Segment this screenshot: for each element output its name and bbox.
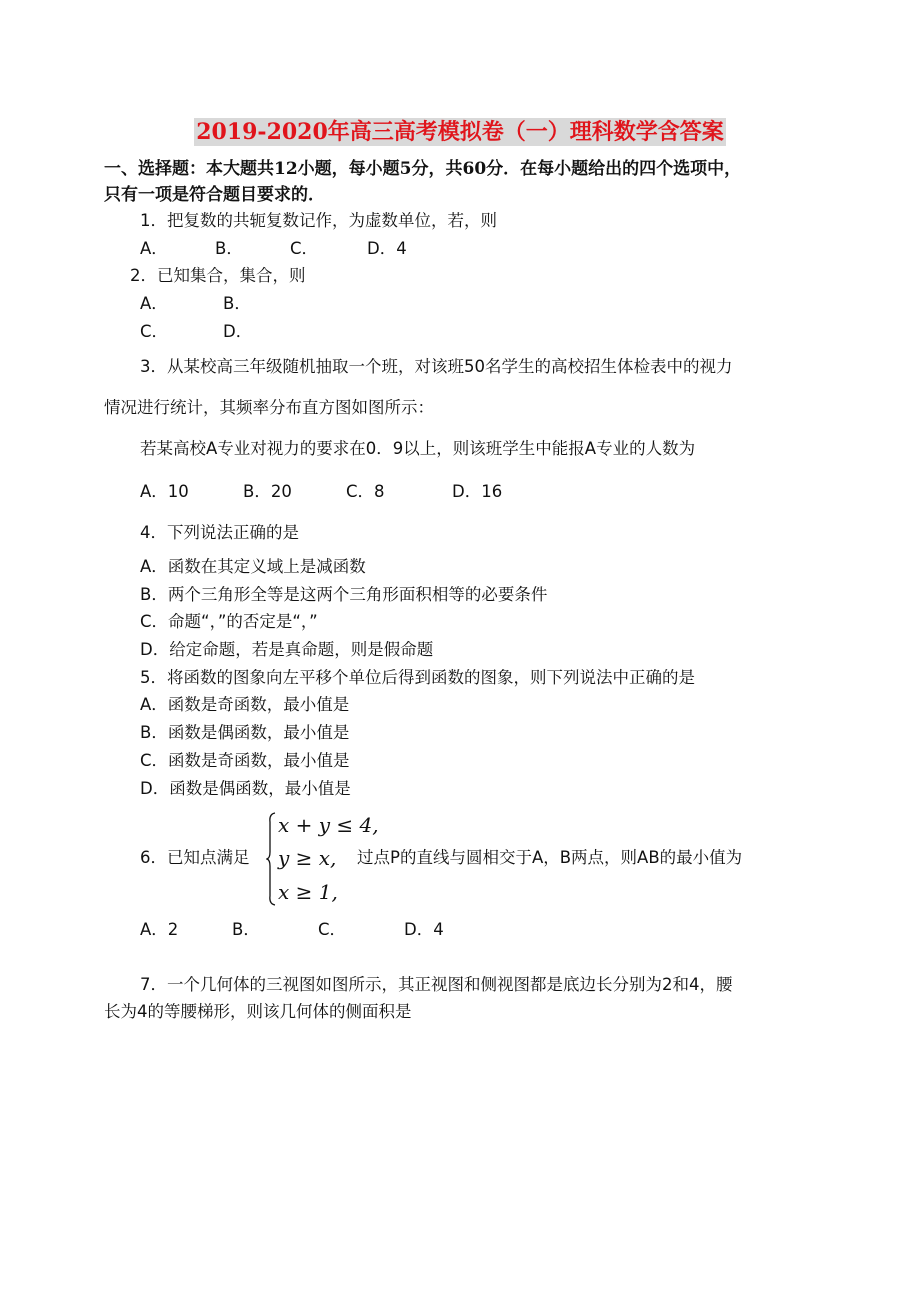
q7-stem-line1: 7．一个几何体的三视图如图所示，其正视图和侧视图都是底边长分别为2和4，腰 — [140, 975, 733, 994]
q4-option-d: D．给定命题，若是真命题，则是假命题 — [140, 640, 434, 659]
q3-option-b: B．20 — [243, 482, 292, 501]
q1-stem: 1．把复数的共轭复数记作，为虚数单位，若，则 — [140, 211, 497, 230]
q3-option-d: D．16 — [452, 482, 503, 501]
q6-constraint-3: x ≥ 1, — [278, 880, 338, 904]
title-text: 2019-2020年高三高考模拟卷（一）理科数学含答案 — [196, 119, 724, 145]
q5-option-b: B．函数是偶函数，最小值是 — [140, 723, 350, 742]
q1-option-a: A． — [140, 239, 168, 258]
q3-option-c: C．8 — [346, 482, 385, 501]
system-brace — [266, 812, 276, 906]
q2-stem: 2．已知集合，集合，则 — [130, 266, 306, 285]
q2-option-c: C． — [140, 322, 169, 341]
q3-stem-line3: 若某高校A专业对视力的要求在0．9以上，则该班学生中能报A专业的人数为 — [140, 439, 696, 458]
q6-stem-suffix: 过点P的直线与圆相交于A，B两点，则AB的最小值为 — [357, 848, 743, 867]
q6-option-c: C． — [318, 920, 347, 939]
q7-stem-line2: 长为4的等腰梯形，则该几何体的侧面积是 — [104, 1002, 412, 1021]
q3-option-a: A．10 — [140, 482, 189, 501]
q5-option-a: A．函数是奇函数，最小值是 — [140, 695, 350, 714]
q1-option-d: D．4 — [367, 239, 407, 258]
q4-option-b: B．两个三角形全等是这两个三角形面积相等的必要条件 — [140, 585, 548, 604]
section-heading-line2: 只有一项是符合题目要求的． — [104, 185, 325, 205]
q3-stem-line1: 3．从某校高三年级随机抽取一个班，对该班50名学生的高校招生体检表中的视力 — [140, 357, 733, 376]
q1-option-c: C． — [290, 239, 319, 258]
q2-option-a: A． — [140, 294, 168, 313]
q2-option-d: D． — [223, 322, 253, 341]
q4-stem: 4．下列说法正确的是 — [140, 523, 299, 542]
q1-option-b: B． — [215, 239, 243, 258]
q5-option-d: D．函数是偶函数，最小值是 — [140, 779, 351, 798]
q5-stem: 5．将函数的图象向左平移个单位后得到函数的图象，则下列说法中正确的是 — [140, 668, 695, 687]
q6-option-d: D．4 — [404, 920, 444, 939]
q6-option-b: B． — [232, 920, 260, 939]
q4-option-c: C．命题“，”的否定是“，” — [140, 612, 318, 631]
q6-stem-prefix: 6．已知点满足 — [140, 848, 250, 867]
q4-option-a: A．函数在其定义域上是减函数 — [140, 557, 366, 576]
section-heading-line1: 一、选择题：本大题共12小题，每小题5分，共60分．在每小题给出的四个选项中， — [104, 159, 742, 179]
q6-constraint-1: x + y ≤ 4, — [278, 813, 379, 837]
q3-stem-line2: 情况进行统计，其频率分布直方图如图所示： — [104, 398, 434, 417]
page-title — [0, 117, 920, 147]
q6-constraint-2: y ≥ x, — [278, 846, 337, 870]
q2-option-b: B． — [223, 294, 251, 313]
q5-option-c: C．函数是奇函数，最小值是 — [140, 751, 350, 770]
q6-option-a: A．2 — [140, 920, 179, 939]
